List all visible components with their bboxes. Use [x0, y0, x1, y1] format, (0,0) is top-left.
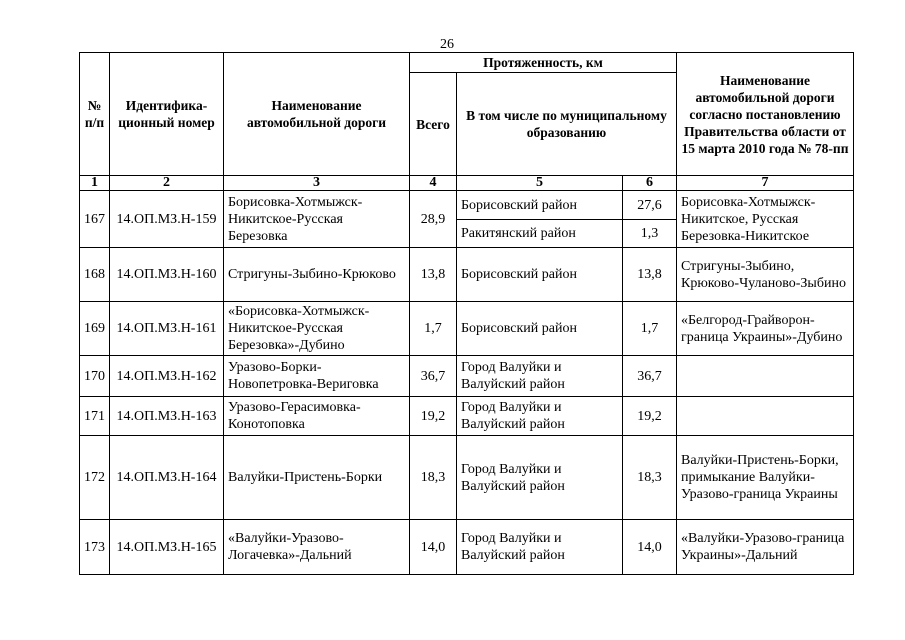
district-name: Борисовский район: [457, 248, 623, 302]
header-total: Всего: [410, 73, 457, 176]
table-row: [80, 302, 854, 356]
row-number: 167: [80, 191, 110, 248]
decree-road-name: Борисовка-Хотмыжск-Никитское, Русская Березовка-Никитское: [677, 191, 854, 248]
total-length: 28,9: [410, 191, 457, 248]
district-name: Город Валуйки и Валуйский район: [457, 397, 623, 436]
table-row: [80, 520, 854, 575]
row-number: 168: [80, 248, 110, 302]
district-length: 13,8: [623, 248, 677, 302]
total-length: 13,8: [410, 248, 457, 302]
district-length: 19,2: [623, 397, 677, 436]
district-length: 1,3: [623, 220, 677, 248]
header-identifier: Идентифика-ционный номер: [110, 53, 224, 176]
district-name: Борисовский район: [457, 191, 623, 220]
column-number: 4: [410, 176, 457, 191]
column-number: 2: [110, 176, 224, 191]
row-number: 169: [80, 302, 110, 356]
district-name: Борисовский район: [457, 302, 623, 356]
header-length-group: Протяженность, км: [410, 53, 677, 73]
header-decree-name: Наименование автомобильной дороги согласно постановлению Правительства области от 15 марта 2010 года № 78-пп: [677, 53, 854, 176]
total-length: 36,7: [410, 356, 457, 397]
district-length: 1,7: [623, 302, 677, 356]
roads-table: [79, 52, 854, 575]
table-row: [80, 397, 854, 436]
district-length: 18,3: [623, 436, 677, 520]
decree-road-name: «Белгород-Грайворон-граница Украины»-Дубино: [677, 302, 854, 356]
district-length: 27,6: [623, 191, 677, 220]
column-number: 7: [677, 176, 854, 191]
decree-road-name: «Валуйки-Уразово-граница Украины»-Дальний: [677, 520, 854, 575]
column-numbers-row: [80, 176, 854, 191]
road-name: Валуйки-Пристень-Борки: [224, 436, 410, 520]
row-number: 173: [80, 520, 110, 575]
row-number: 170: [80, 356, 110, 397]
district-name: Город Валуйки и Валуйский район: [457, 436, 623, 520]
column-number: 6: [623, 176, 677, 191]
road-name: «Валуйки-Уразово-Логачевка»-Дальний: [224, 520, 410, 575]
road-name: Уразово-Борки-Новопетровка-Вериговка: [224, 356, 410, 397]
district-length: 14,0: [623, 520, 677, 575]
total-length: 14,0: [410, 520, 457, 575]
decree-road-name: [677, 356, 854, 397]
total-length: 18,3: [410, 436, 457, 520]
table-row: [80, 248, 854, 302]
row-number: 171: [80, 397, 110, 436]
decree-road-name: Валуйки-Пристень-Борки, примыкание Валуйки-Уразово-граница Украины: [677, 436, 854, 520]
road-name: Борисовка-Хотмыжск-Никитское-Русская Березовка: [224, 191, 410, 248]
road-identifier: 14.ОП.МЗ.Н-159: [110, 191, 224, 248]
decree-road-name: Стригуны-Зыбино, Крюково-Чуланово-Зыбино: [677, 248, 854, 302]
header-municipality: В том числе по муниципальному образованию: [457, 73, 677, 176]
header-number: № п/п: [80, 53, 110, 176]
column-number: 1: [80, 176, 110, 191]
total-length: 1,7: [410, 302, 457, 356]
road-identifier: 14.ОП.МЗ.Н-165: [110, 520, 224, 575]
road-identifier: 14.ОП.МЗ.Н-161: [110, 302, 224, 356]
road-name: Стригуны-Зыбино-Крюково: [224, 248, 410, 302]
road-identifier: 14.ОП.МЗ.Н-163: [110, 397, 224, 436]
row-number: 172: [80, 436, 110, 520]
district-name: Город Валуйки и Валуйский район: [457, 356, 623, 397]
page-number: 26: [440, 37, 454, 52]
total-length: 19,2: [410, 397, 457, 436]
district-length: 36,7: [623, 356, 677, 397]
road-name: «Борисовка-Хотмыжск-Никитское-Русская Березовка»-Дубино: [224, 302, 410, 356]
road-identifier: 14.ОП.МЗ.Н-162: [110, 356, 224, 397]
table-row: [80, 356, 854, 397]
column-number: 5: [457, 176, 623, 191]
road-name: Уразово-Герасимовка-Конотоповка: [224, 397, 410, 436]
header-road-name: Наименование автомобильной дороги: [224, 53, 410, 176]
district-name: Ракитянский район: [457, 220, 623, 248]
table-row: [80, 436, 854, 520]
table-row: [80, 191, 854, 220]
road-identifier: 14.ОП.МЗ.Н-164: [110, 436, 224, 520]
column-number: 3: [224, 176, 410, 191]
road-identifier: 14.ОП.МЗ.Н-160: [110, 248, 224, 302]
decree-road-name: [677, 397, 854, 436]
district-name: Город Валуйки и Валуйский район: [457, 520, 623, 575]
